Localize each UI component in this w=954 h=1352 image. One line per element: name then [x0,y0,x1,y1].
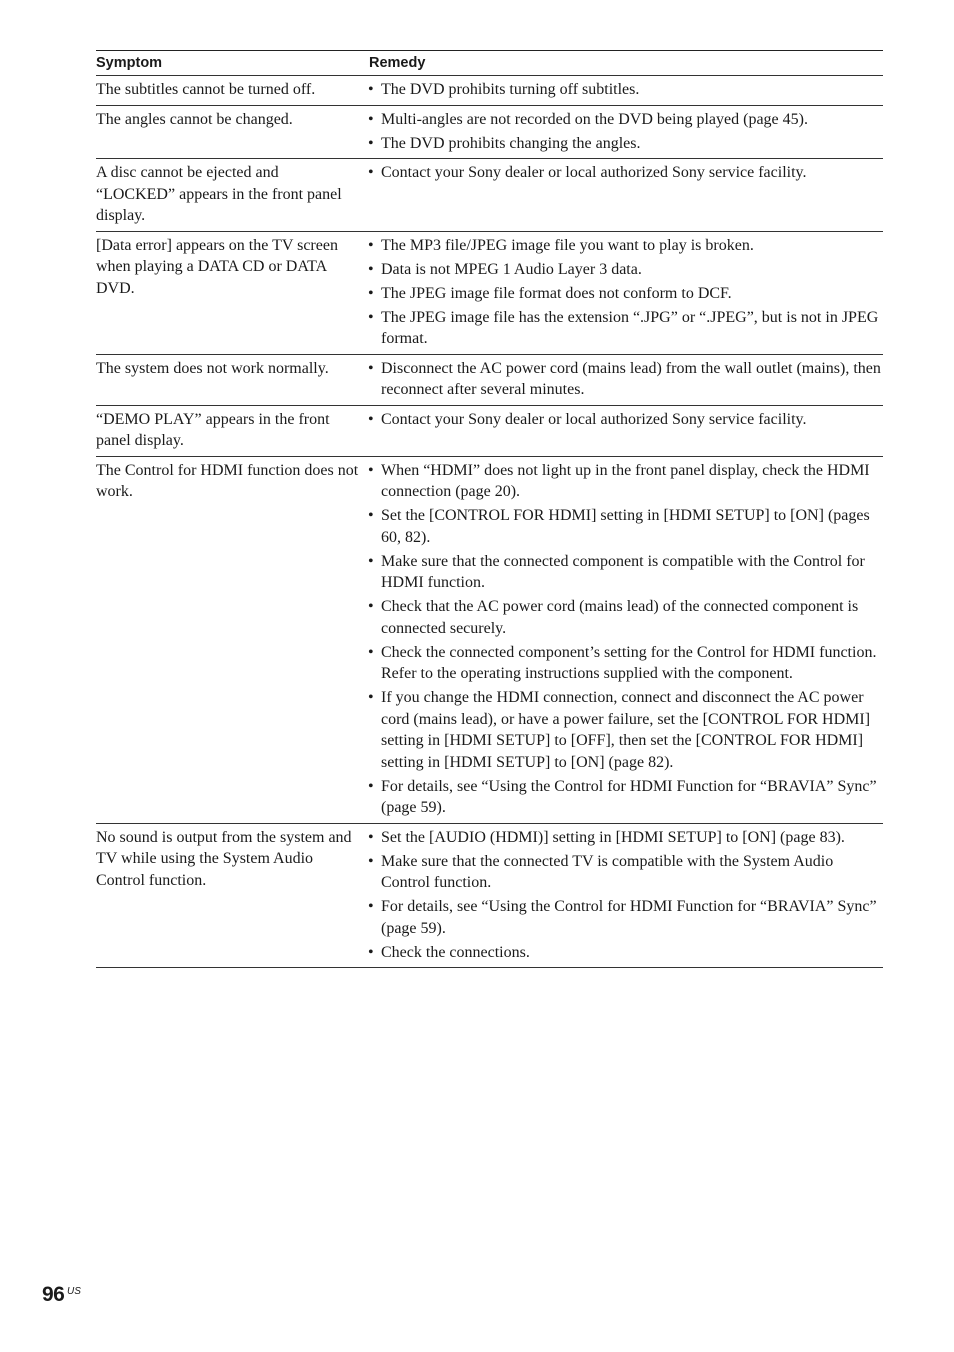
symptom-cell: The Control for HDMI function does not work. [96,456,367,823]
remedy-list [367,409,883,431]
remedy-item [367,851,883,894]
remedy-item [367,942,883,964]
bullet-icon: • [368,260,374,278]
symptom-cell: The subtitles cannot be turned off. [96,76,367,106]
remedy-cell [367,354,883,405]
remedy-text: Data is not MPEG 1 Audio Layer 3 data. [381,260,642,278]
remedy-item [367,827,883,849]
page-region-suffix: US [67,1286,81,1297]
bullet-icon: • [368,898,374,915]
remedy-item [367,259,883,281]
table-row [96,405,883,456]
remedy-cell [367,823,883,968]
remedy-cell [367,231,883,354]
table-row [96,76,883,106]
table-row [96,456,883,823]
bullet-icon: • [368,598,374,615]
remedy-item [367,896,883,939]
bullet-icon: • [368,552,374,570]
symptom-column-header: Symptom [96,51,367,76]
troubleshooting-table [96,50,883,968]
remedy-item [367,162,883,184]
bullet-icon: • [368,943,374,961]
remedy-text: For details, see “Using the Control for HDMI Function for “BRAVIA” Sync” (page 59). [381,898,877,937]
remedy-item [367,776,883,819]
remedy-text: Multi-angles are not recorded on the DVD being played (page 45). [381,110,808,128]
remedy-list [367,109,883,155]
page-number: 96 [42,1283,65,1306]
remedy-item [367,551,883,594]
remedy-text: The JPEG image file format does not conform to DCF. [381,284,732,302]
remedy-item [367,687,883,773]
remedy-text: Make sure that the connected component is compatible with the Control for HDMI function. [381,552,865,591]
remedy-cell [367,405,883,456]
bullet-icon: • [368,643,374,661]
remedy-item [367,409,883,431]
bullet-icon: • [368,359,374,377]
remedy-list [367,162,883,184]
remedy-item [367,307,883,350]
remedy-text: Check that the AC power cord (mains lead) of the connected component is connected securely. [381,598,859,637]
symptom-cell: No sound is output from the system and TV while using the System Audio Control function. [96,823,367,968]
remedy-list [367,827,883,964]
remedy-list [367,79,883,101]
remedy-item [367,133,883,155]
remedy-list [367,358,883,401]
table-body [96,76,883,968]
bullet-icon: • [368,81,374,98]
remedy-item [367,109,883,131]
bullet-icon: • [368,461,374,479]
table-row [96,159,883,232]
remedy-cell [367,76,883,106]
bullet-icon: • [368,777,374,795]
remedy-text: Set the [AUDIO (HDMI)] setting in [HDMI SETUP] to [ON] (page 83). [381,828,845,846]
remedy-column-header: Remedy [367,51,883,76]
bullet-icon: • [368,284,374,302]
remedy-text: When “HDMI” does not light up in the front panel display, check the HDMI connection (page 20). [381,461,870,500]
remedy-list [367,460,883,819]
table-row [96,231,883,354]
bullet-icon: • [368,164,374,181]
remedy-text: Disconnect the AC power cord (mains lead) from the wall outlet (mains), then reconnect after several minutes. [381,359,881,398]
remedy-text: The DVD prohibits turning off subtitles. [381,81,640,98]
remedy-text: The MP3 file/JPEG image file you want to play is broken. [381,236,754,254]
remedy-item [367,283,883,305]
remedy-text: For details, see “Using the Control for HDMI Function for “BRAVIA” Sync” (page 59). [381,777,877,816]
remedy-text: The DVD prohibits changing the angles. [381,134,641,152]
bullet-icon: • [368,689,374,706]
table-row [96,105,883,159]
remedy-text: Set the [CONTROL FOR HDMI] setting in [HDMI SETUP] to [ON] (pages 60, 82). [381,507,870,546]
bullet-icon: • [368,308,374,326]
table-row [96,823,883,968]
remedy-text: Contact your Sony dealer or local authorized Sony service facility. [381,410,807,428]
remedy-list [367,235,883,350]
bullet-icon: • [368,507,374,524]
table-row [96,354,883,405]
symptom-cell: “DEMO PLAY” appears in the front panel display. [96,405,367,456]
table-header-row [96,51,883,76]
remedy-item [367,596,883,639]
symptom-cell: [Data error] appears on the TV screen when playing a DATA CD or DATA DVD. [96,231,367,354]
bullet-icon: • [368,236,374,254]
bullet-icon: • [368,828,374,846]
symptom-cell: A disc cannot be ejected and “LOCKED” appears in the front panel display. [96,159,367,232]
bullet-icon: • [368,852,374,870]
remedy-item [367,79,883,101]
remedy-item [367,460,883,503]
remedy-cell [367,159,883,232]
remedy-item [367,505,883,548]
remedy-cell [367,456,883,823]
remedy-cell [367,105,883,159]
remedy-text: The JPEG image file has the extension “.JPG” or “.JPEG”, but is not in JPEG format. [381,308,879,347]
remedy-text: Check the connected component’s setting for the Control for HDMI function. Refer to the operating instructions supplied with the component. [381,643,877,682]
symptom-cell: The angles cannot be changed. [96,105,367,159]
bullet-icon: • [368,110,374,128]
remedy-text: If you change the HDMI connection, connect and disconnect the AC power cord (mains lead), or have a power failure, set the [CONTROL FOR HDMI] setting in [HDMI SETUP] to [OFF], then set the [CONTROL FOR HDMI] setting in [HDMI SETUP] to [ON] (page 82). [381,689,871,771]
remedy-item [367,642,883,685]
bullet-icon: • [368,134,374,152]
remedy-text: Contact your Sony dealer or local authorized Sony service facility. [381,164,807,181]
symptom-cell: The system does not work normally. [96,354,367,405]
remedy-item [367,358,883,401]
remedy-text: Make sure that the connected TV is compatible with the System Audio Control function. [381,852,834,891]
remedy-item [367,235,883,257]
bullet-icon: • [368,410,374,428]
remedy-text: Check the connections. [381,943,530,961]
